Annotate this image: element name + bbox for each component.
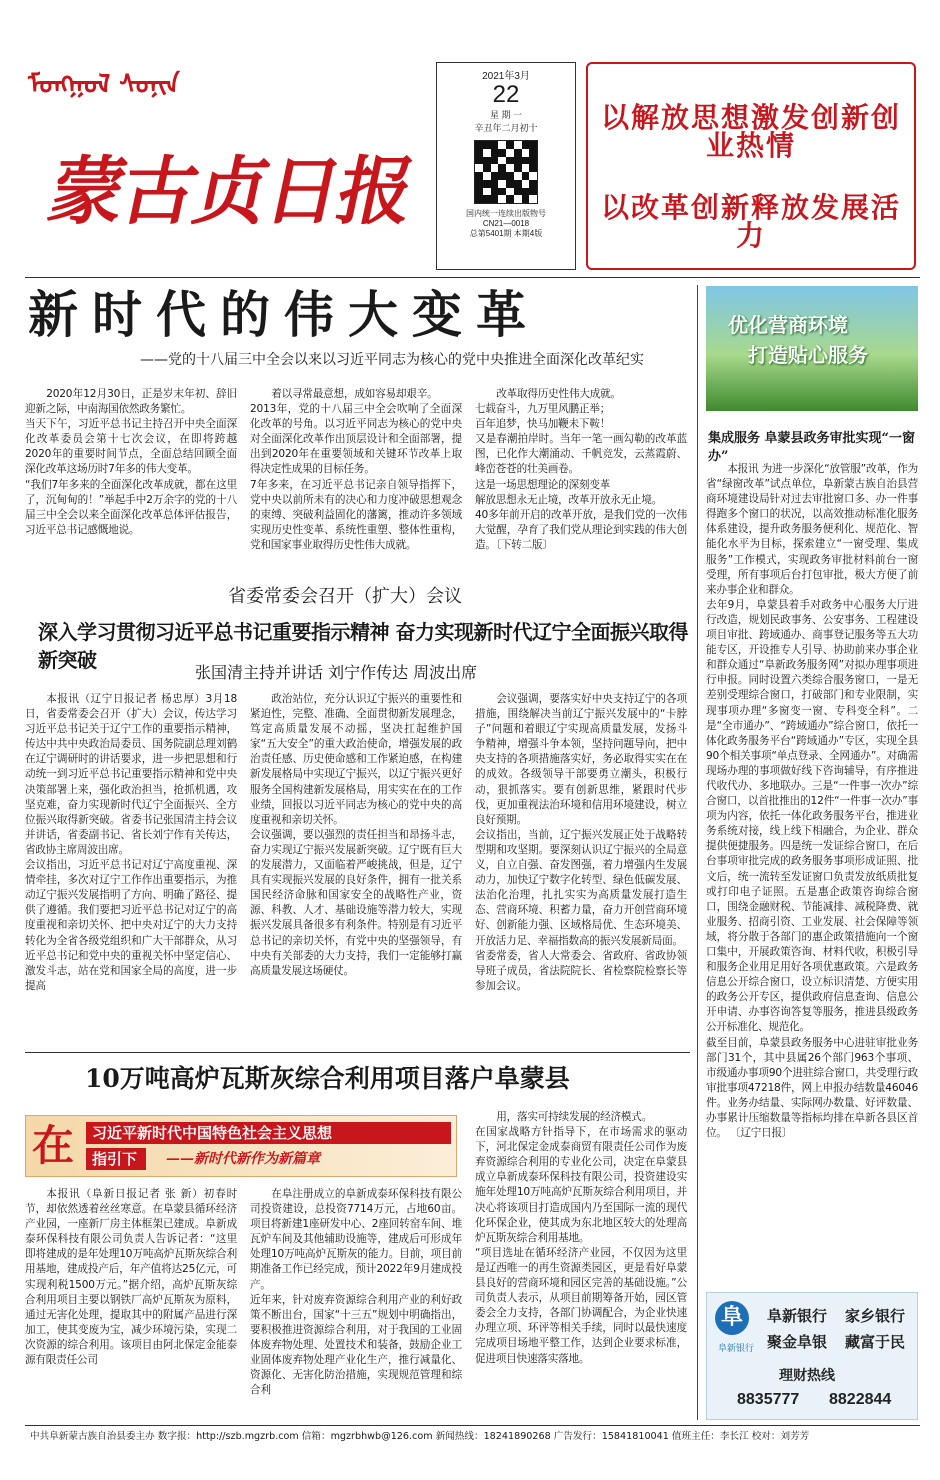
banner-line-1: 习近平新时代中国特色社会主义思想	[86, 1122, 451, 1144]
bank-line-2b: 藏富于民	[845, 1333, 906, 1351]
right-news-body: 本报讯 为进一步深化“放管服”改革，作为省“绿窗改革”试点单位，阜新蒙古族自治县营商环境建设局针对过去审批窗口多、办一件事得跑多个窗口的状况，以高效推动标准化服务体系建设，提升政务服务便利化、规范化、智能化水平为目标，探索建立“一窗受理、集成服务”工作模式，实现政务审批材料前台一窗受理，所有事项后台打包审批，极大方便了前来办事企业和群众。 去年9月，阜蒙县着手对政务中心服务大厅进行改造，规划民政事务、公安事务、工程建设项目审批、跨域通办、商事登记服务等五大功能专区，开设推专人引导、协助前来办事企业和群众通过“阜新政务服务网”对拟办理事项进行申报。同时设置六类综合服务窗口，一是无差别受理综合窗口，打破部门和专业限制，实现事项办理“多窗变一窗、专科变全科”。二是“全市通办”、“跨域通办”综合窗口，依托一体化政务服务平台“跨域通办”专区，实现全县90个相关事项“单点登录、全网通办”。对确需现场办理的事项做好线下咨询辅导，有序推进代收代办、多地联办。三是“一件事一次办”综合窗口，以首批推出的12件“一件事一次办”事项为内容，依托一体化政务服务平台，推进业务系统对接，线上线下相融合，为企业、群众提供便捷服务。四是统一发证综合窗口，在后台事项审批完成的政务服务事项形成证照、批文后，统一流转至发证窗口负责发放纸质批复或打印电子证照。五是惠企政策咨询综合窗口，围绕金融财税、节能减排、减税降费、就业服务、招商引资、工业发展、社会保障等领域，将分散于各部门的惠企政策措施向一个窗口集中，开展政策咨询、材料代收，积极引导和服务企业用足用好各项优惠政策。六是政务信息公开综合窗口，设立标识清楚、方便实用的政务公开专区，提供政府信息查询、信息公开申请、办事咨询答复等服务，推进县级政务公开标准化、规范化。 截至目前，阜蒙县政务服务中心进驻审批业务部门31个，其中县属26个部门963个事项、市级通办事项90个进驻综合窗口，共受理行政审批事项47218件，网上申报办结数量46046件。业务办结量、实际网办数量、好评数量、办事累计压缩数量等指标均排在阜新各县区首位。 〔辽宁日报〕	[706, 463, 918, 1140]
issue-lunar: 辛丑年二月初十	[474, 123, 538, 133]
bank-phone-1: 8835777	[737, 1391, 800, 1408]
right-news-headline: 集成服务 阜蒙县政务审批实现“一窗办”	[708, 431, 916, 464]
footer-rule	[25, 1425, 920, 1426]
issue-number: 总第5401期 本期4版	[469, 229, 543, 238]
bank-logo: 阜	[715, 1301, 749, 1335]
meeting-col-1: 本报讯（辽宁日报记者 杨忠厚）3月18日，省委常委会召开（扩大）会议，传达学习习近平总书记关于辽宁工作的重要指示精神，传达中共中央政治局委员、国务院副总理刘鹤在辽宁调研时的讲话要求，进一步把思想和行动统一到习近平总书记重要指示精神和党中央决策部署上来，强化政治担当，抢抓机遇，攻坚克难，奋力实现新时代辽宁全面振兴、全方位振兴取得新突破。省委书记张国清主持会议并讲话，省委副书记、省长刘宁作有关传达，省政协主席周波出席。 会议指出，习近平总书记对辽宁高度重视、深情牵挂，多次对辽宁工作作出重要指示，为推动辽宁振兴发展指明了方向、明确了路径、提供了遵循。我们要把习近平总书记对辽宁的高度重视和亲切关怀、把中央对辽宁的大力支持转化为全省各级党组织和广大干部群众，从习近平总书记和党中央的重视关怀中坚定信心、激发斗志，站在党和国家全局的高度，进一步提高	[25, 693, 237, 992]
issue-info-box	[436, 62, 576, 270]
lead-headline: 新时代的伟大变革	[28, 285, 540, 344]
bank-line-2a: 聚金阜银	[767, 1333, 828, 1351]
cn-number: CN21—0018	[482, 219, 530, 228]
issue-weekday: 星 期 一	[489, 110, 522, 120]
masthead	[28, 55, 428, 270]
business-ad	[706, 286, 918, 411]
bank-hotline-label: 理财热线	[779, 1368, 835, 1384]
slogan-line-1: 以解放思想激发创新创业热情	[600, 101, 901, 162]
issue-day: 22	[492, 81, 520, 108]
meeting-col-3: 会议强调，要落实好中央支持辽宁的各项措施，围绕解决当前辽宁振兴发展中的“卡脖子”问题和着眼辽宁实现高质量发展，发扬斗争精神，增强斗争本领，坚持问题导向，把中央支持的各项措施落实好，务必取得实实在在的成效。各级领导干部要勇立潮头，积极行动，狠抓落实。要有创新思维，紧跟时代步伐，更加重视法治环境和信用环境建设，树立良好预期。 会议指出，当前，辽宁振兴发展正处于战略转型期和攻坚期。要深刻认识辽宁振兴的全局意义，自立自强、奋发图强，着力增强内生发展动力，加快辽宁数字化转型、绿色低碳发展、法治化治理，扎扎实实为高质量发展打造生态、营商环境、积蓄力量，奋力开创营商环境好、创新能力强、区域格局优、生态环境美、开放活力足、幸福指数高的振兴发展新局面。 省委常委，省人大常委会、省政府、省政协领导班子成员，省法院院长、省检察院检察长等参加会议。	[475, 693, 687, 992]
lead-col-1: 2020年12月30日，正是岁末年初、辞旧迎新之际，中南海国依然政务繁忙。 当天下午，习近平总书记主持召开中央全面深化改革委员会第十七次会议，在即将跨越2020年的重要时间节点，全面总结回顾全面深化改革这场历时7年多的伟大变革。 “我们7年多来的全面深化改革成就，都在这里了，沉甸甸的！”举起手中2万余字的党的十八届三中全会以来全面深化改革总体评估报告，习近平总书记感慨地说。	[25, 388, 237, 536]
banner-line-2: 指引下	[86, 1148, 146, 1170]
banner-line-3: ——新时代新作为新篇章	[166, 1151, 320, 1167]
footer-text: 中共阜新蒙古族自治县委主办 数字报：http://szb.mgzrb.com 信箱：mgzrbhwb@126.com 新闻热线：18241890268 广告发行：15841810041 值班主任：李长江 校对：刘芳芳	[30, 1431, 810, 1442]
masthead-divider	[25, 277, 920, 278]
project-col-2: 在阜注册成立的阜新成泰环保科技有限公司投资建设，总投资7714万元，占地60亩。项目将新建1座研发中心、2座回转窑车间、堆瓦炉车间及其他辅助设施等，建成后可形成年处理10万吨高炉瓦斯灰的能力。目前，项目前期准备工作已经完成，预计2022年9月建成投产。 近年来，针对废弃资源综合利用产业的利好政策不断出台，国家“十三五”规划中明确指出，要积极推进资源综合利用，对于我国的工业固体废弃物处理、处置技术和装备，鼓励企业工业固体废弃物处理产业化生产，推行减量化、资源化、无害化防治措施，实现规范管理和综合利	[250, 1188, 462, 1397]
bank-line-1b: 家乡银行	[845, 1307, 906, 1325]
ad-line-1: 优化营商环境	[728, 313, 848, 337]
newspaper-title: 蒙古贞日报	[41, 149, 421, 235]
project-headline: 10万吨高炉瓦斯灰综合利用项目落户阜蒙县	[85, 1064, 570, 1093]
slogan-line-2: 以改革创新释放发展活力	[600, 191, 901, 252]
section-rule-1	[25, 1052, 690, 1053]
banner-char: 在	[32, 1121, 75, 1170]
license-label: 国内统一连续出版物号	[466, 209, 546, 218]
column-rule	[697, 285, 698, 1420]
ad-line-2: 打造贴心服务	[748, 343, 868, 367]
lead-col-2: 着以寻常最意想，成如容易却艰辛。 2013年，党的十八届三中全会吹响了全面深化改革的号角。以习近平同志为核心的党中央对全面深化改革作出顶层设计和全面部署，提出到2020年在重要领域和关键环节改革上取得决定性成果的目标任务。 7年多来，在习近平总书记亲自领导指挥下，党中央以前所未有的决心和力度冲破思想观念的束缚、突破利益固化的藩篱，推动许多领域实现历史性变革、系统性重塑、整体性重构，党和国家事业取得历史性伟大成就。	[250, 388, 462, 551]
thought-banner	[25, 1115, 457, 1177]
project-col-1: 本报讯（阜新日报记者 张 新）初春时节，却依然透着丝丝寒意。在阜蒙县循环经济产业园，一座新厂房主体框架已建成。阜新成泰环保科技有限公司负责人告诉记者：“这里即将建成的是年处理10万吨高炉瓦斯灰综合利用基地，建成投产后，年产值将达25亿元，可实现利税1500万元。”据介绍，高炉瓦斯灰综合利用项目主要以钢铁厂高炉瓦斯灰为原料，通过无害化处理，提取其中的附属产品进行深加工，使其变废为宝，减少环境污染，实现二次资源的综合利用。该项目由阿北保定金能泰源有限责任公司	[25, 1188, 237, 1367]
meeting-subheadline: 张国清主持并讲话 刘宁作传达 周波出席	[195, 663, 478, 682]
bank-name-small: 阜新银行	[717, 1344, 754, 1354]
project-col-3: 用，落实可持续发展的经济模式。 在国家战略方针指导下，在市场需求的驱动下，河北保定金成泰商贸有限责任公司作为废弃资源综合利用的专业化公司，决定在阜蒙县成立阜新成泰环保科技有限公司，投资建设实施年处理10万吨高炉瓦斯灰综合利用项目，并决心将该项目打造成国内乃至国际一流的现代化环保企业，使其成为东北地区较大的处理高炉瓦斯灰综合利用基地。 “项目选址在循环经济产业园，不仅因为这里是辽西唯一的再生资源类园区，更是看好阜蒙县良好的营商环境和园区完善的基础设施。”公司负责人表示，从项目前期筹备开始，园区管委会全力支持，各部门协调配合，为企业快速办理立项、环评等相关手续，同时以最快速度完成项目场地平整工作，达到企业要求标准，促进项目快速落实落地。	[475, 1111, 687, 1365]
meeting-headline: 深入学习贯彻习近平总书记重要指示精神 奋力实现新时代辽宁全面振兴取得新突破	[38, 620, 688, 672]
meeting-kicker: 省委常委会召开（扩大）会议	[228, 586, 462, 607]
bank-line-1a: 阜新银行	[767, 1307, 828, 1325]
lead-col-3: 改革取得历史性伟大成就。 七载奋斗，九万里风鹏正举； 百年追梦，快马加鞭未下鞍！ 又是春潮拍岸时。当年一笔一画勾勒的改革蓝图，已化作大潮涌动、千帆竞发，云蒸霞蔚、峰峦苍苍的壮美画卷。 这是一场思想理论的深刻变革 解放思想永无止境，改革开放永无止境。 40多年前开启的改革开放，是我们党的一次伟大觉醒，孕育了我们党从理论到实践的伟大创造。〔下转二版〕	[475, 388, 687, 551]
slogan-box	[586, 62, 916, 270]
bank-ad	[706, 1292, 918, 1420]
bank-phone-2: 8822844	[829, 1391, 892, 1408]
qr-code[interactable]	[474, 140, 538, 204]
mongolian-title: ᠮᠣᠩᠭᠣᠯ ᠰᠣᠨᠢᠨ	[28, 70, 180, 100]
meeting-col-2: 政治站位，充分认识辽宁振兴的重要性和紧迫性，完整、准确、全面贯彻新发展理念，笃定高质量发展不动摇，坚决扛起维护国家“五大安全”的重大政治使命，增强发展的政治责任感、历史使命感和工作紧迫感，在构建新发展格局中实现辽宁振兴，以辽宁振兴更好服务全国构建新发展格局，用实实在在的工作业绩，回报以习近平同志为核心的党中央的高度重视和亲切关怀。 会议强调，要以强烈的责任担当和昂扬斗志，奋力实现辽宁振兴发展新突破。辽宁既有巨大的发展潜力，又面临着严峻挑战，但是，辽宁具有实现振兴发展的良好条件，拥有一批关系国民经济命脉和国家安全的战略性产业，资源、科教、人才、基础设施等潜力较大，实现振兴发展具备很多有利条件。特别是有习近平总书记的亲切关怀，有党中央的坚强领导，有中央有关部委的大力支持，我们一定能够打赢高质量发展这场硬仗。	[250, 693, 462, 977]
issue-date: 2021年3月	[482, 71, 530, 82]
lead-subheadline: ——党的十八届三中全会以来以习近平同志为核心的党中央推进全面深化改革纪实	[140, 352, 644, 368]
